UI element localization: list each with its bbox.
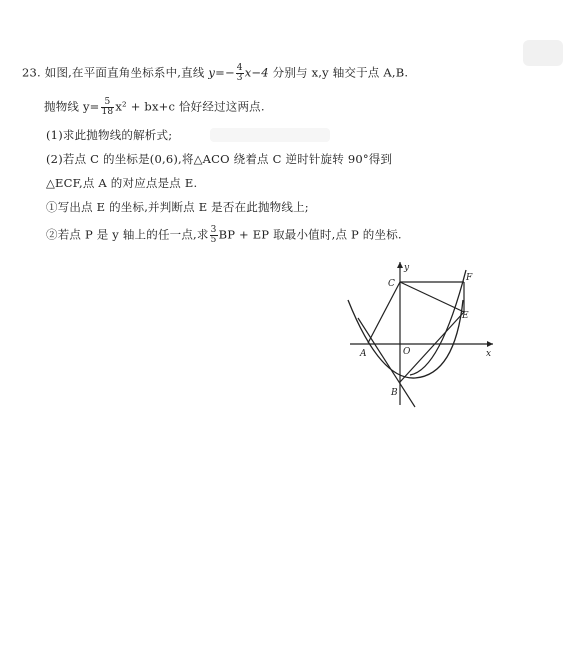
frac-denominator: 18: [101, 107, 114, 117]
problem-number: 23.: [22, 65, 41, 80]
line1-eq-y: y=−: [208, 65, 235, 80]
question-2-part-b: △ECF,点 A 的对应点是点 E.: [46, 176, 198, 190]
line1-eq-rest: x−4: [244, 65, 269, 80]
parabola-right-branch: [410, 270, 466, 375]
segment-ca: [368, 282, 400, 343]
line1-text: 如图,在平面直角坐标系中,直线: [44, 65, 205, 80]
label-c: C: [388, 279, 395, 289]
question-1: (1)求此抛物线的解析式;: [46, 128, 173, 142]
question-2-part-a: (2)若点 C 的坐标是(0,6),将△ACO 绕着点 C 逆时针旋转 90°得到: [46, 152, 393, 166]
frac-denominator: 5: [210, 235, 217, 245]
frac-numerator: 3: [210, 225, 217, 235]
y-axis-arrow: [397, 262, 403, 268]
q2d-before: ②若点 P 是 y 轴上的任一点,求: [46, 227, 209, 242]
label-y: y: [404, 263, 410, 273]
x-axis-arrow: [487, 341, 493, 347]
label-e: E: [462, 311, 469, 321]
line1-after: 分别与 x,y 轴交于点 A,B.: [272, 65, 409, 80]
label-f: F: [466, 273, 473, 283]
line2-before: 抛物线 y=: [44, 99, 100, 114]
line-ab: [358, 318, 415, 407]
label-o: O: [403, 347, 411, 357]
frac-numerator: 4: [236, 63, 243, 73]
label-a: A: [360, 349, 367, 359]
label-b: B: [391, 388, 398, 398]
question-2-sub-1: ①写出点 E 的坐标,并判断点 E 是否在此抛物线上;: [46, 200, 309, 214]
line2-after: x² + bx+c 恰好经过这两点.: [115, 99, 265, 114]
frac-numerator: 5: [101, 98, 115, 108]
parabola: [348, 300, 463, 378]
q2d-after: BP + EP 取最小值时,点 P 的坐标.: [218, 227, 402, 242]
frac-denominator: 3: [236, 73, 243, 83]
label-x: x: [486, 349, 492, 359]
segment-ce: [400, 282, 464, 312]
